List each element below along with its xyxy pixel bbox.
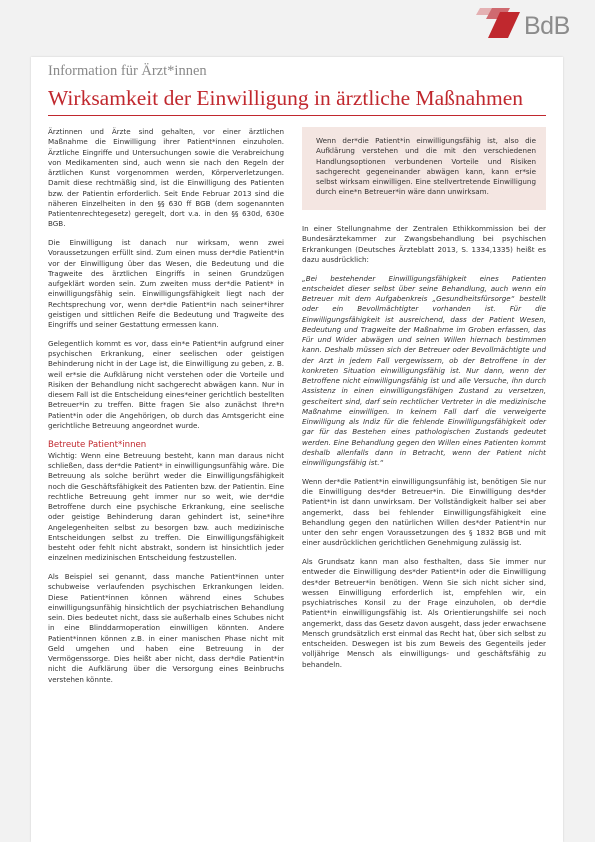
- logo-text: BdB: [524, 12, 570, 40]
- logo-swoosh-icon: [474, 6, 524, 42]
- paragraph-incapacity: Gelegentlich kommt es vor, dass ein*e Patient*in aufgrund einer psychischen Erkrankung, einer seelischen oder geistigen Behinderung nicht in der Lage ist, die Einwilligung zu geben, z. B. weil er*sie die Aufklärung nicht verstehen oder die Vorteile und Risiken der Behandlung nicht sachgerecht abwägen kann. Nur in diesem Fall ist die Entscheidung eines*einer gerichtlich bestellten Betreuer*in zu treffen. Bitte fragen Sie also zunächst Ihre*n Patient*in oder die Angehörigen, ob durch das Amtsgericht eine gerichtliche Betreuung angeordnet wurde.: [48, 338, 284, 430]
- paragraph-unable-consent: Wenn der*die Patient*in einwilligungsunfähig ist, benötigen Sie nur die Einwilligung des*der Betreuer*in. Die Einwilligung des*der Patient*in ist dann unwirksam. Der Vollständigkeit halber sei aber angemerkt, dass bei fehlender Einwilligungsfähigkeit eine Behandlung gegen den natürlichen Willen des*der Patient*in nur unter den sehr engen Voraussetzungen des § 1832 BGB und mit einer ausdrücklichen gerichtlichen Genehmigung zulässig ist.: [302, 476, 546, 548]
- subheading-betreute: Betreute Patient*innen: [48, 439, 147, 450]
- bdb-logo: [474, 6, 574, 50]
- paragraph-betreuung: Wichtig: Wenn eine Betreuung besteht, kann man daraus nicht schließen, dass der*die Patient* in einwilligungsunfähig wäre. Die Betreuung als solche berührt weder die Einwilligungsfähigkeit noch die Geschäftsfähigkeit des Patienten bzw. der Patientin. Eine rechtliche Betreuung geht immer nur so weit, wie der*die Betroffene durch eine psychische Erkrankung, eine seelische oder geistige Behinderung daran gehindert ist, seine*ihre Angelegenheiten selbst zu besorgen bzw. auch medizinische Entscheidungen selbst zu treffen. Die Einwilligungsfähigkeit besteht oder fehlt nicht abstrakt, sondern ist hinsichtlich jeder einzelnen medizinischen Entscheidung festzustellen.: [48, 450, 284, 563]
- paragraph-example: Als Beispiel sei genannt, dass manche Patient*innen unter schubweise verlaufenden psychischen Erkrankungen leiden. Diese Patient*innen können während eines Schubes einwilligungsunfähig hinsichtlich der psychiatrischen Behandlung sein. Dies bedeutet nicht, dass sie außerhalb eines Schubes nicht in eine Blinddarmoperation einwilligen könnten. Andere Patient*innen können z.B. in einer manischen Phase nicht mit Geld umgehen und haben eine Betreuung in der Vermögenssorge. Dies heißt aber nicht, dass der*die Patient*in nicht die Aufklärung über die Versorgung eines Beinbruchs verstehen könnte.: [48, 572, 284, 684]
- document-kicker: Information für Ärzt*innen: [48, 63, 207, 79]
- title-divider: [48, 115, 546, 116]
- paragraph-principle: Als Grundsatz kann man also festhalten, dass Sie immer nur entweder die Einwilligung des*der Patient*in oder die Einwilligung des*der Betreuer*in benötigen. Wenn Sie sich nicht sicher sind, wessen Einwilligung erforderlich ist, empfehlen wir, ein psychiatrisches Konsil zu der Frage einzuholen, ob der*die Patient*in einwilligungsfähig ist. Als Orientierungshilfe sei noch angemerkt, dass das Gesetz davon ausgeht, dass jeder erwachsene Mensch grundsätzlich erst einmal das Recht hat, über sich selbst zu entscheiden. Deswegen ist bis zum Beweis des Gegenteils jeder volljährige Mensch als einwilligungs- und geschäftsfähig zu behandeln.: [302, 557, 546, 669]
- right-column: [302, 224, 546, 678]
- page-title: Wirksamkeit der Einwilligung in ärztliche Maßnahmen: [48, 86, 523, 110]
- left-column: [48, 127, 284, 693]
- paragraph-ethics-statement: In einer Stellungnahme der Zentralen Ethikkommission bei der Bundesärztekammer zur Zwangsbehandlung bei psychischen Erkrankungen (Deutsches Ärzteblatt 2013, S. 1334,1335) heißt es dazu ausdrücklich:: [302, 224, 546, 264]
- callout-text: Wenn der*die Patient*in einwilligungsfähig ist, also die Aufklärung verstehen und die mit den verschiedenen Handlungsoptionen verbundenen Vorteile und Risiken sachgerecht gegeneinander abwägen kann, kann er*sie selbst wirksam einwilligen. Eine stellvertretende Einwilligung durch eine*n Betreuer*in wäre dann unwirksam.: [316, 136, 536, 197]
- paragraph-intro: Ärztinnen und Ärzte sind gehalten, vor einer ärztlichen Maßnahme die Einwilligung ihrer Patient*innen einzuholen. Ärztliche Eingriffe und Untersuchungen sowie die Verabreichung von Medikamenten sind, auch wenn sie nach den Regeln der ärztlichen Kunst vorgenommen werden, Körperverletzungen. Damit diese rechtmäßig sind, ist die Einwilligung des Patienten bzw. der Patientin erforderlich. Seit Ende Februar 2013 sind die näheren Einzelheiten in den §§ 630 ff BGB (dem sogenannten Patientenrechtegesetz) geregelt, dort v.a. in den §§ 630d, 630e BGB.: [48, 127, 284, 229]
- ethics-quote: „Bei bestehender Einwilligungsfähigkeit eines Patienten entscheidet dieser selbst über seine Behandlung, auch wenn ein Betreuer mit dem Aufgabenkreis „Gesundheitsfürsorge“ bestellt oder ein Bevollmächtigter vorhanden ist. Für die Einwilligungsfähigkeit ist ausreichend, dass der Patient Wesen, Bedeutung und Tragweite der Maßnahme im Groben erfassen, das Für und Wider abwägen und seinen Willen hiernach bestimmen kann. Deshalb müssen sich der Betreuer oder Bevollmächtigte und der Arzt in jedem Fall vergewissern, ob der Betroffene in der konkreten Situation einwilligungsfähig ist. Nur dann, wenn der Betroffene nicht einwilligungsfähig ist und alle Versuche, ihn durch Assistenz in einen einwilligungsfähigen Zustand zu versetzen, gescheitert sind, darf sein rechtlicher Vertreter in die medizinische Maßnahme einwilligen. In keinem Fall darf die verweigerte Einwilligung als Indiz für die fehlende Einwilligungsfähigkeit oder gar für das Bestehen eines pathologischen Zustands gedeutet werden. Eine Behandlung gegen den Willen eines Patienten kommt deshalb allenfalls dann in Betracht, wenn der Patient nicht einwilligungsfähig ist.“: [302, 273, 546, 467]
- paragraph-requirements: Die Einwilligung ist danach nur wirksam, wenn zwei Voraussetzungen erfüllt sind. Zum einen muss der*die Patient*in vor der Einwilligung über das Wesen, die Bedeutung und die Tragweite des ärztlichen Eingriffs in seinen Grundzügen aufgeklärt worden sein. Zum zweiten muss der*die Patient* in einwilligungsfähig sein. Einwilligungsfähigkeit liegt nach der Rechtsprechung vor, wenn der*die Patient*in nach seiner*ihrer geistigen und sittlichen Reife die Bedeutung und Tragweite des Eingriffs und seiner Gestattung ermessen kann.: [48, 238, 284, 329]
- callout-box: [302, 127, 546, 210]
